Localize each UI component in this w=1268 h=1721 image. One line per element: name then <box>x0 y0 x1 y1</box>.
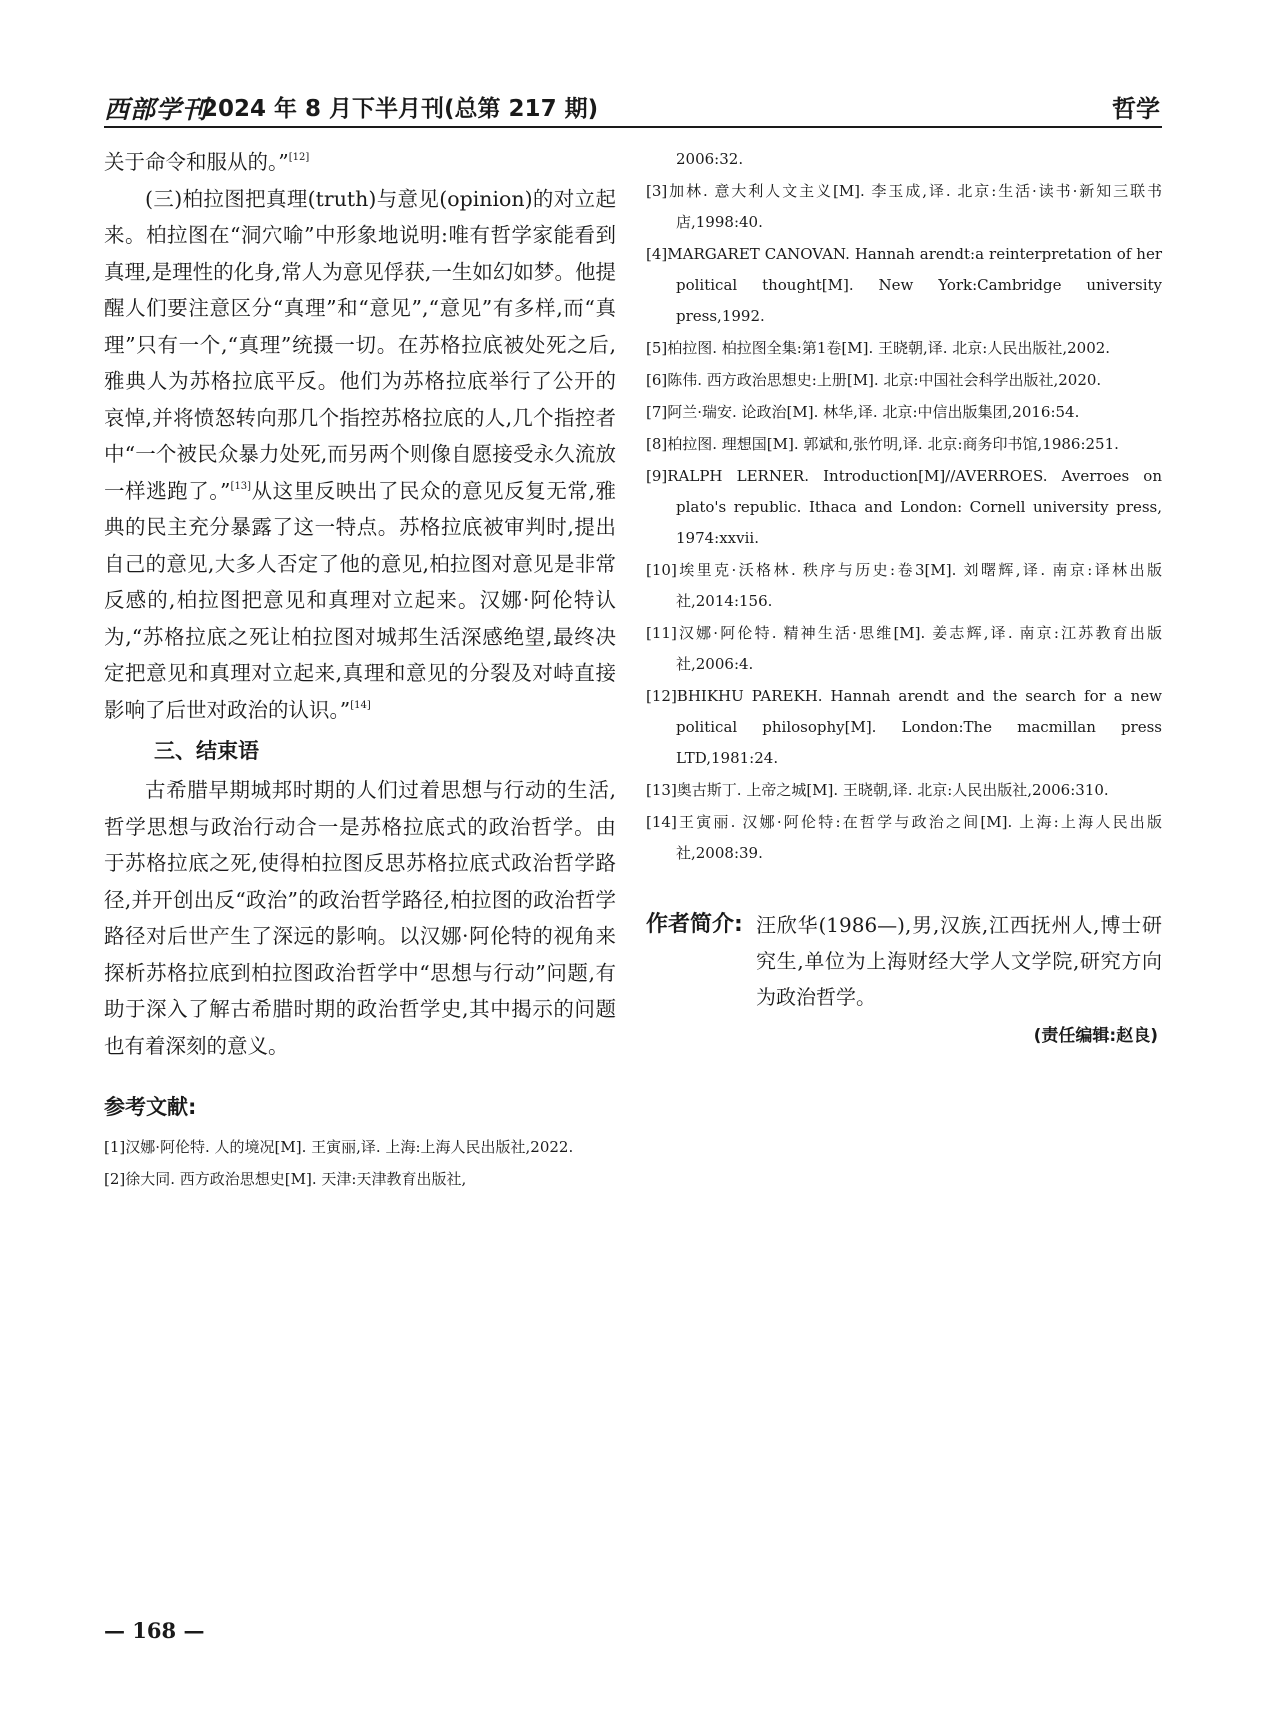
reference-item: [12]BHIKHU PAREKH. Hannah arendt and the search for a new political philosophy[M]. London:The macmillan press LTD,1981:24. <box>646 687 1162 767</box>
section-name: 哲学 <box>1112 95 1160 123</box>
references-right <box>646 176 1162 869</box>
author-text: 汪欣华(1986—),男,汉族,江西抚州人,博士研究生,单位为上海财经大学人文学院,研究方向为政治哲学。 <box>756 913 1162 1009</box>
reference-item: [8]柏拉图. 理想国[M]. 郭斌和,张竹明,译. 北京:商务印书馆,1986:251. <box>646 435 1119 453</box>
reference-item: [14]王寅丽. 汉娜·阿伦特:在哲学与政治之间[M]. 上海:上海人民出版社,2008:39. <box>646 813 1162 862</box>
issue-info: 2024 年 8 月下半月刊(总第 217 期) <box>202 96 599 122</box>
paragraph-1: (三)柏拉图把真理(truth)与意见(opinion)的对立起来。柏拉图在“洞穴喻”中形象地说明:唯有哲学家能看到真理,是理性的化身,常人为意见俘获,一生如幻如梦。他提醒人们要注意区分“真理”和“意见”,“意见”有多样,而“真理”只有一个,“真理”统摄一切。在苏格拉底被处死之后,雅典人为苏格拉底平反。他们为苏格拉底举行了公开的哀悼,并将愤怒转向那几个指控苏格拉底的人,几个指控者中“一个被民众暴力处死,而另两个则像自愿接受永久流放一样逃跑了。”[13]从这里反映出了民众的意见反复无常,雅典的民主充分暴露了这一特点。苏格拉底被审判时,提出自己的意见,大多人否定了他的意见,柏拉图对意见是非常反感的,柏拉图把意见和真理对立起来。汉娜·阿伦特认为,“苏格拉底之死让柏拉图对城邦生活深感绝望,最终决定把意见和真理对立起来,真理和意见的分裂及对峙直接影响了后世对政治的认识。”[14] <box>104 186 617 722</box>
paragraph-0: 关于命令和服从的。”[12] <box>104 150 310 174</box>
reference-item: [3]加林. 意大利人文主义[M]. 李玉成,译. 北京:生活·读书·新知三联书店,1998:40. <box>646 182 1162 231</box>
journal-logo: 西部学刊 <box>104 95 209 124</box>
section-heading: 三、结束语 <box>154 739 259 763</box>
author-bio <box>646 907 1162 1015</box>
reference-item: [9]RALPH LERNER. Introduction[M]//AVERROES. Averroes on plato's republic. Ithaca and London: Cornell university press, 1974:xxvii. <box>646 467 1162 547</box>
responsible-editor: (责任编辑:赵良) <box>1033 1026 1158 1046</box>
page-number: — 168 — <box>104 1618 205 1643</box>
reference-item: [10]埃里克·沃格林. 秩序与历史:卷3[M]. 刘曙辉,译. 南京:译林出版社,2014:156. <box>646 561 1162 610</box>
right-column <box>646 144 1162 1046</box>
body-text-left <box>104 144 616 728</box>
reference-item: [7]阿兰·瑞安. 论政治[M]. 林华,译. 北京:中信出版集团,2016:54. <box>646 403 1080 421</box>
reference-item: [11]汉娜·阿伦特. 精神生活·思维[M]. 姜志辉,译. 南京:江苏教育出版社,2006:4. <box>646 624 1162 673</box>
author-label: 作者简介: <box>646 912 743 937</box>
reference-item: [6]陈伟. 西方政治思想史:上册[M]. 北京:中国社会科学出版社,2020. <box>646 371 1102 389</box>
body-text-conclusion <box>104 772 616 1064</box>
reference-item: [2]徐大同. 西方政治思想史[M]. 天津:天津教育出版社, <box>104 1170 467 1188</box>
page-header <box>104 86 1164 124</box>
reference-item: [1]汉娜·阿伦特. 人的境况[M]. 王寅丽,译. 上海:上海人民出版社,2022. <box>104 1138 574 1156</box>
reference-item: [5]柏拉图. 柏拉图全集:第1卷[M]. 王晓朝,译. 北京:人民出版社,2002. <box>646 339 1111 357</box>
reference-item: [4]MARGARET CANOVAN. Hannah arendt:a reinterpretation of her political thought[M]. New York:Cambridge university press,1992. <box>646 245 1162 325</box>
reference-item: [13]奥古斯丁. 上帝之城[M]. 王晓朝,译. 北京:人民出版社,2006:310. <box>646 781 1109 799</box>
references-heading: 参考文献: <box>104 1095 197 1119</box>
citation-14: [14] <box>350 699 371 711</box>
paragraph-2: 古希腊早期城邦时期的人们过着思想与行动的生活,哲学思想与政治行动合一是苏格拉底式的政治哲学。由于苏格拉底之死,使得柏拉图反思苏格拉底式政治哲学路径,并开创出反“政治”的政治哲学路径,柏拉图的政治哲学路径对后世产生了深远的影响。以汉娜·阿伦特的视角来探析苏格拉底到柏拉图政治哲学中“思想与行动”问题,有助于深入了解古希腊时期的政治哲学史,其中揭示的问题也有着深刻的意义。 <box>104 778 616 1058</box>
header-rule <box>104 126 1162 128</box>
citation-13: [13] <box>230 480 252 492</box>
reference-continuation: 2006:32. <box>676 150 744 168</box>
references-left <box>104 1132 616 1195</box>
citation-12: [12] <box>288 152 310 163</box>
left-column <box>104 144 616 1196</box>
